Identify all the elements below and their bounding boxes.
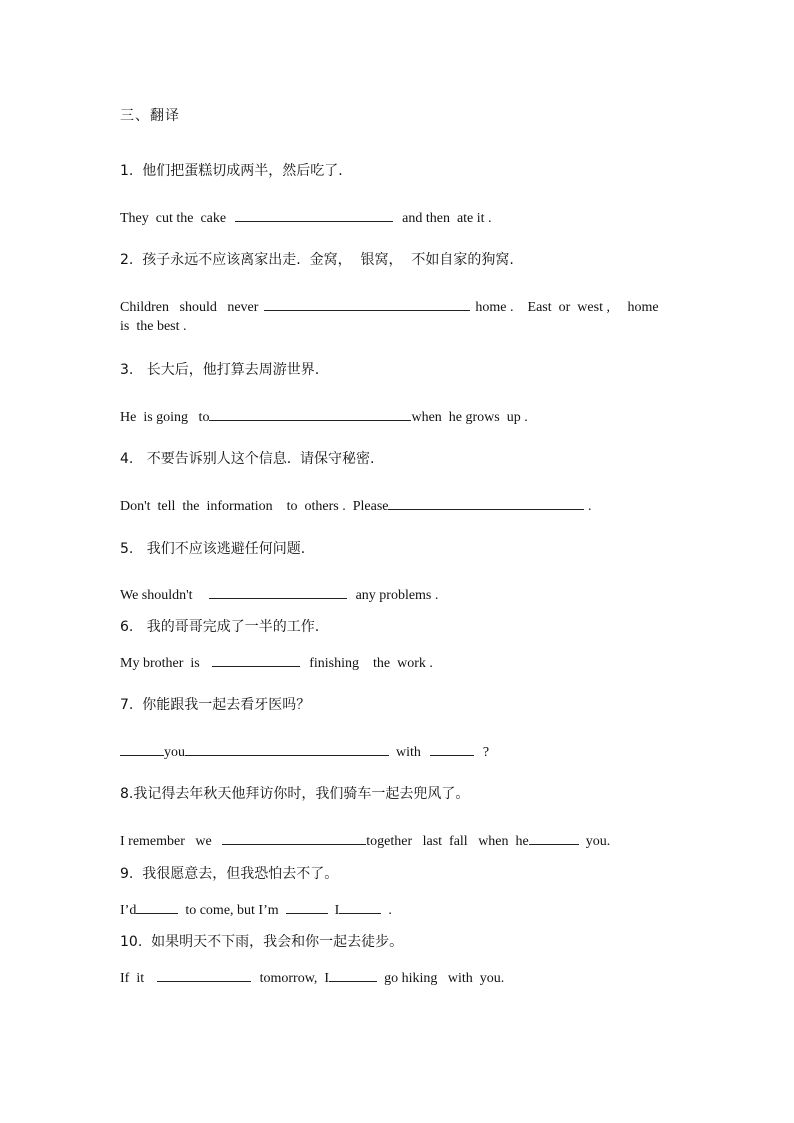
item-4-text-b: . (584, 499, 592, 514)
item-2-text-a: Children should never (120, 300, 262, 315)
item-8-blank-1[interactable] (222, 830, 366, 845)
item-9-text-b: to come, but I’m (178, 903, 286, 918)
item-8-text-b: together last fall when he (366, 834, 529, 849)
item-4-chinese: 4. 不要告诉别人这个信息. 请保守秘密. (120, 451, 375, 467)
item-1-chinese: 1. 他们把蛋糕切成两半，然后吃了. (120, 163, 343, 179)
item-3-chinese: 3. 长大后，他打算去周游世界. (120, 362, 320, 378)
item-10-blank-1[interactable] (157, 967, 251, 982)
item-9-blank-3[interactable] (339, 899, 381, 914)
item-9-text-a: I’d (120, 903, 137, 918)
item-8-english (120, 830, 610, 852)
item-9-text-d: . (381, 903, 392, 918)
item-1-text-b: and then ate it . (395, 211, 492, 226)
item-9-blank-1[interactable] (136, 899, 178, 914)
item-8-blank-2[interactable] (529, 830, 579, 845)
item-3-english (120, 406, 528, 428)
item-1-text-a: They cut the cake (120, 211, 234, 226)
item-9-text-c: I (327, 903, 340, 918)
item-10-blank-2[interactable] (329, 967, 377, 982)
item-1-english (120, 207, 492, 229)
item-5-text-a: We shouldn't (120, 588, 207, 603)
item-2-text-b: home . East or west , home (471, 300, 659, 315)
item-4-blank[interactable] (388, 495, 584, 510)
item-7-english (120, 741, 489, 763)
item-10-english (120, 967, 504, 989)
item-7-text-d: ? (475, 745, 490, 760)
item-8-text-a: I remember we (120, 834, 223, 849)
item-7-text-c: with (389, 745, 428, 760)
item-7-text-b: you (164, 745, 185, 760)
item-1-blank[interactable] (235, 207, 393, 222)
item-5-chinese: 5. 我们不应该逃避任何问题. (120, 541, 306, 557)
item-2-chinese: 2. 孩子永远不应该离家出走. 金窝， 银窝， 不如自家的狗窝. (120, 252, 514, 268)
item-5-english (120, 584, 438, 606)
item-2-english (120, 296, 659, 318)
item-9-blank-2[interactable] (286, 899, 328, 914)
item-9-chinese: 9. 我很愿意去，但我恐怕去不了。 (120, 866, 339, 882)
item-5-blank[interactable] (209, 584, 347, 599)
item-6-blank[interactable] (212, 652, 300, 667)
item-3-text-a: He is going to (120, 410, 210, 425)
item-7-chinese: 7. 你能跟我一起去看牙医吗？ (120, 697, 311, 713)
item-2-blank[interactable] (264, 296, 470, 311)
item-4-english (120, 495, 591, 517)
item-3-blank[interactable] (209, 406, 411, 421)
item-7-blank-1[interactable] (120, 741, 164, 756)
item-2-english-cont: is the best . (120, 319, 187, 334)
item-6-text-a: My brother is (120, 656, 211, 671)
item-3-text-b: when he grows up . (411, 410, 528, 425)
item-10-text-c: go hiking with you. (377, 971, 505, 986)
item-9-english (120, 899, 392, 921)
item-8-text-c: you. (578, 834, 611, 849)
item-5-text-b: any problems . (348, 588, 439, 603)
item-10-text-b: tomorrow, I (252, 971, 330, 986)
item-7-blank-3[interactable] (430, 741, 474, 756)
item-6-english (120, 652, 433, 674)
item-4-text-a: Don't tell the information to others . Please (120, 499, 389, 514)
item-7-blank-2[interactable] (185, 741, 389, 756)
item-8-chinese: 8.我记得去年秋天他拜访你时，我们骑车一起去兜风了。 (120, 786, 470, 802)
item-6-chinese: 6. 我的哥哥完成了一半的工作. (120, 619, 320, 635)
section-heading: 三、翻译 (120, 108, 180, 124)
item-10-chinese: 10. 如果明天不下雨，我会和你一起去徒步。 (120, 934, 404, 950)
item-10-text-a: If it (120, 971, 155, 986)
item-6-text-b: finishing the work . (302, 656, 433, 671)
